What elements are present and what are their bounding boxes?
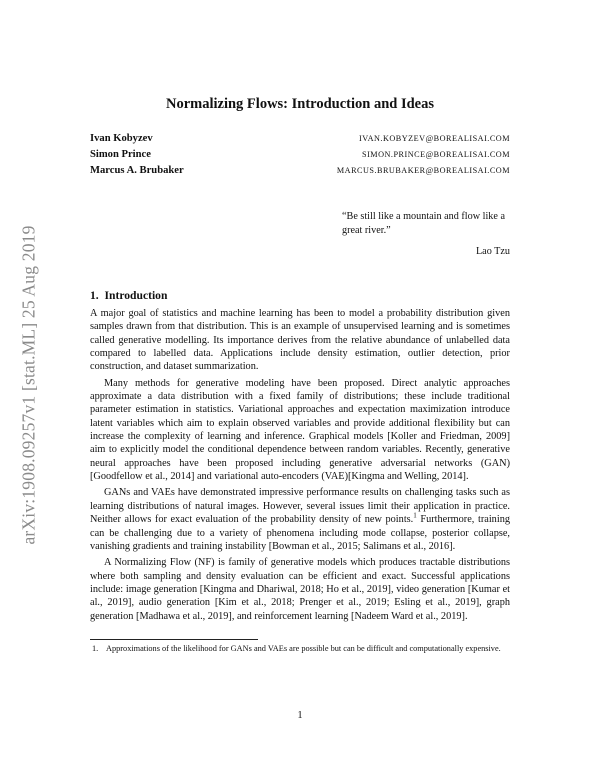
- author-row: [90, 147, 510, 163]
- epigraph: [342, 210, 510, 259]
- arxiv-stamp-text: arXiv:1908.09257v1 [stat.ML] 25 Aug 2019: [18, 225, 39, 545]
- author-name: Simon Prince: [90, 149, 151, 160]
- author-email: MARCUS.BRUBAKER@BOREALISAI.COM: [336, 166, 510, 175]
- footnote: [90, 643, 510, 654]
- author-row: [90, 163, 510, 179]
- author-block: [90, 131, 510, 179]
- author-email: IVAN.KOBYZEV@BOREALISAI.COM: [359, 134, 510, 143]
- author-row: [90, 131, 510, 147]
- footnote-marker: 1: [413, 511, 417, 520]
- author-name: Ivan Kobyzev: [90, 133, 153, 144]
- page-number: 1: [297, 710, 303, 721]
- footnote-number: 1.: [92, 644, 99, 653]
- epigraph-text: “Be still like a mountain and flow like a great river.”: [342, 211, 505, 236]
- footnote-rule: [90, 639, 258, 640]
- paragraph: A Normalizing Flow (NF) is family of generative models which produces tractable distributions where both sampling and density evaluation can be efficient and exact. Successful applications include: image generation [Kingma and Dhariwal, 2018; Ho et al., 2019], video generation [Kumar et al., 2019], audio generation [Kim et al., 2018; Prenger et al., 2019; Esling et al., 2019], graph generation [Madhawa et al., 2019], and reinforcement learning [Nadeem Ward et al., 2019].: [90, 557, 510, 622]
- footnote-text: Approximations of the likelihood for GANs and VAEs are possible but can be difficult and computationally expensive.: [106, 644, 501, 653]
- paragraph: [90, 486, 510, 553]
- section-heading: [90, 289, 167, 302]
- arxiv-stamp: [14, 200, 44, 570]
- paragraph-text: GANs and VAEs have demonstrated impressive performance results on challenging tasks such as learning distributions of natural images. However, several issues limit their application in practice. Neither allows for exact evaluation of the probability density of new points.: [90, 487, 510, 526]
- author-email: SIMON.PRINCE@BOREALISAI.COM: [362, 150, 510, 159]
- paper-title: Normalizing Flows: Introduction and Ideas: [165, 96, 434, 112]
- section-number: 1.: [90, 289, 99, 302]
- paragraph: A major goal of statistics and machine learning has been to model a probability distribution given samples drawn from that distribution. This is an example of unsupervised learning and is sometimes called generative modelling. Its importance derives from the relative abundance of unlabelled data compared to labelled data. Applications include density estimation, outlier detection, prior construction, and dataset summarization.: [90, 308, 510, 373]
- body-text: [90, 307, 510, 626]
- section-title: Introduction: [104, 289, 168, 302]
- paragraph-text: Furthermore, training can be challenging due to a variety of phenomena including mode collapse, posterior collapse, vanishing gradients and training instability [Bowman et al., 2015; Salimans et al., 2016].: [90, 514, 510, 552]
- author-name: Marcus A. Brubaker: [90, 165, 184, 176]
- paragraph: Many methods for generative modeling have been proposed. Direct analytic approaches approximate a data distribution with a fixed family of distributions; these include traditional parameter estimation in statistics. Variational approaches and expectation maximization introduce latent variables which aim to explain observed variables and provide additional flexibility but can increase the complexity of learning and inference. Graphical models [Koller and Friedman, 2009] aim to explicitly model the conditional dependence between random variables. Recently, generative neural approaches have been proposed including generative adversarial networks (GAN) [Goodfellow et al., 2014] and variational auto-encoders (VAE)[Kingma and Welling, 2014].: [90, 377, 510, 483]
- epigraph-author: Lao Tzu: [475, 246, 510, 257]
